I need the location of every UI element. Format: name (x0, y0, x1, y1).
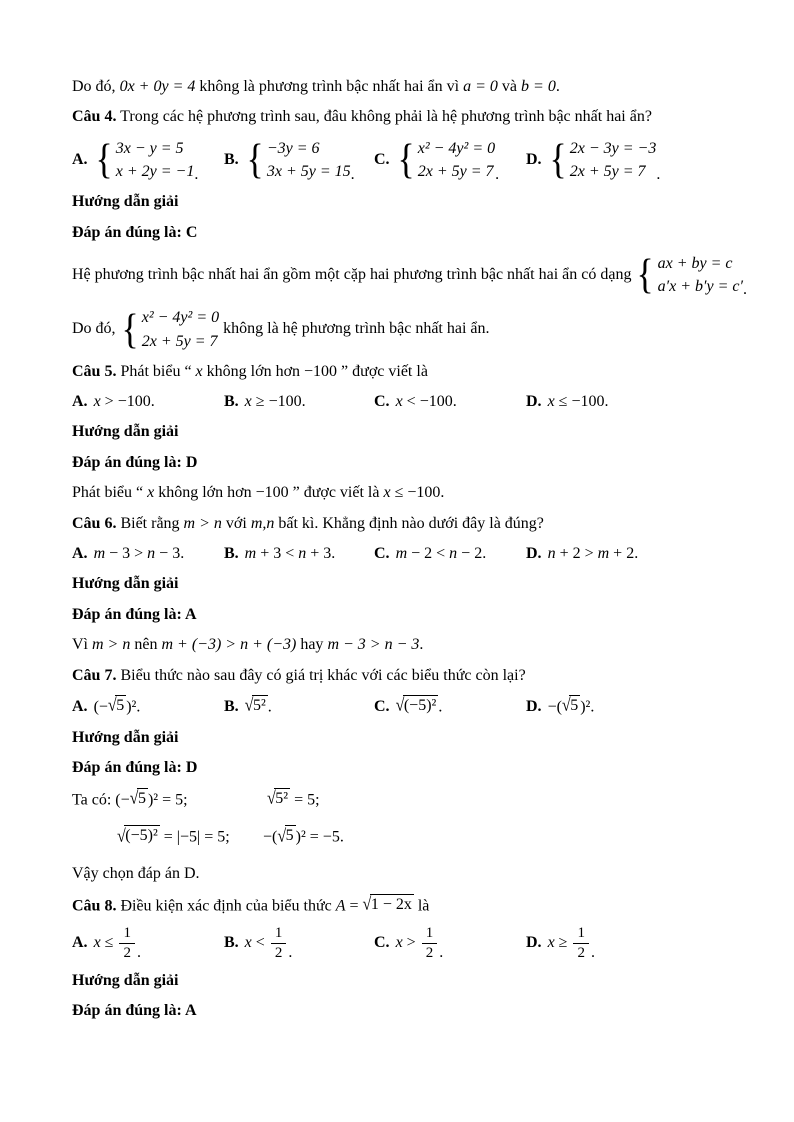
text: không là phương trình bậc nhất hai ẩn vì (195, 78, 464, 95)
period: . (288, 944, 293, 962)
text: (− (93, 698, 108, 716)
equation-system (635, 252, 743, 298)
option-letter: B. (224, 545, 239, 563)
radicand: 5 (116, 696, 125, 714)
square-root (277, 825, 295, 845)
equation: 3x + 5y = 15 (266, 162, 351, 180)
equation-system (396, 137, 496, 183)
denominator: 2 (425, 945, 434, 962)
option-letter: B. (224, 934, 239, 952)
fraction (422, 925, 438, 962)
period: . (656, 165, 661, 183)
equation-system (94, 137, 195, 183)
text: Phát biểu “ (72, 484, 148, 502)
numerator: 1 (119, 925, 135, 944)
answer-line-q7: Đáp án đúng là: D (72, 759, 198, 777)
brace-icon: { (636, 252, 655, 299)
text: )². (126, 698, 141, 716)
text: − 2 < (407, 545, 450, 563)
q4-explanation-1 (72, 252, 756, 298)
text: ≥ −100. (251, 393, 306, 411)
option-5-c (374, 391, 526, 413)
option-letter: D. (526, 150, 542, 168)
question-7-options (72, 695, 756, 719)
question-8-heading (72, 894, 756, 918)
math-expression: n (147, 545, 156, 563)
option-7-a (72, 695, 224, 719)
option-letter: B. (224, 393, 239, 411)
square-root (108, 695, 126, 715)
answer-line-q5: Đáp án đúng là: D (72, 453, 198, 471)
option-4-b (224, 137, 374, 183)
option-8-b (224, 925, 374, 962)
option-5-a (72, 391, 224, 413)
option-4-c (374, 137, 526, 183)
option-5-b (224, 391, 374, 413)
option-4-d (526, 137, 756, 183)
text: − 2. (457, 545, 487, 563)
solution-heading: Hướng dẫn giải (72, 728, 179, 746)
question-8-label: Câu 8. (72, 896, 117, 914)
square-root (117, 825, 160, 845)
math-expression: x (547, 934, 555, 952)
text: . (267, 698, 272, 716)
option-letter: D. (526, 698, 542, 716)
text: < (251, 934, 269, 952)
text: Biết rằng (116, 514, 184, 532)
option-letter: A. (72, 698, 88, 716)
text: . (419, 636, 424, 654)
option-5-d (526, 391, 756, 413)
solution-heading: Hướng dẫn giải (72, 575, 179, 593)
math-expression: x (93, 393, 101, 411)
q7-worked-line-1 (72, 788, 756, 812)
period: . (743, 280, 748, 298)
equation-system (548, 137, 657, 183)
equation-system (120, 306, 220, 352)
math-expression: b = 0 (521, 78, 556, 95)
text: −( (547, 698, 562, 716)
math-expression: n (449, 545, 458, 563)
option-7-d (526, 695, 756, 719)
radical-icon: √ (117, 826, 126, 846)
option-6-b (224, 543, 374, 565)
text: )² = 5; (147, 790, 188, 808)
denominator: 2 (123, 945, 131, 962)
brace-icon: { (246, 136, 264, 183)
option-6-d (526, 543, 756, 565)
square-root (130, 788, 148, 808)
question-4-label: Câu 4. (72, 108, 117, 126)
text: > −100. (100, 393, 155, 411)
option-letter: A. (72, 393, 88, 411)
text: Hệ phương trình bậc nhất hai ẩn gồm một cặp hai phương trình bậc nhất hai ẩn có dạng (72, 265, 636, 283)
question-8-options (72, 925, 756, 962)
math-expression: A (335, 896, 346, 914)
text: ≥ (554, 934, 572, 952)
text: với (221, 514, 251, 532)
question-7-heading (72, 665, 756, 687)
option-letter: B. (224, 698, 239, 716)
radical-icon: √ (395, 696, 405, 716)
equation: 2x + 5y = 7 (417, 162, 494, 180)
text: + 2 > (555, 545, 598, 563)
numerator: 1 (271, 925, 287, 944)
math-expression: x (395, 934, 403, 952)
period: . (439, 944, 444, 962)
option-7-c (374, 695, 526, 719)
math-expression: m,n (250, 514, 275, 532)
solution-heading: Hướng dẫn giải (72, 193, 179, 211)
text: )² = −5. (295, 828, 344, 846)
text: . (555, 78, 560, 95)
text: −( (263, 828, 278, 846)
radicand: 5² (275, 789, 289, 807)
text: ≤ −100. (390, 484, 445, 502)
radicand: (−5)² (403, 696, 437, 714)
question-6-heading (72, 513, 756, 535)
text: ≤ (100, 934, 118, 952)
option-8-a (72, 925, 224, 962)
answer-line-q6: Đáp án đúng là: A (72, 605, 197, 623)
text: − 3. (155, 545, 185, 563)
option-6-a (72, 543, 224, 565)
period: . (495, 165, 500, 183)
question-6-options (72, 543, 756, 565)
math-expression: 0x + 0y = 4 (119, 78, 196, 95)
text: hay (296, 636, 328, 654)
option-letter: D. (526, 393, 542, 411)
math-expression (267, 788, 756, 812)
numerator: 1 (573, 925, 589, 944)
radical-icon: √ (362, 895, 372, 915)
question-5-options (72, 391, 756, 413)
text: = (345, 896, 363, 914)
square-root (363, 894, 414, 914)
question-7-text: Biểu thức nào sau đây có giá trị khác với các biểu thức còn lại? (116, 666, 526, 684)
period: . (350, 165, 355, 183)
option-letter: A. (72, 150, 88, 168)
brace-icon: { (95, 136, 113, 183)
square-root (245, 695, 268, 715)
question-4-options (72, 137, 756, 183)
q7-conclusion: Vậy chọn đáp án D. (72, 865, 200, 883)
equation: x² − 4y² = 0 (417, 139, 496, 157)
option-letter: C. (374, 393, 390, 411)
brace-icon: { (549, 136, 567, 183)
text: )². (580, 698, 595, 716)
period: . (590, 944, 595, 962)
text: không là hệ phương trình bậc nhất hai ẩn. (219, 320, 490, 338)
text: = 5; (290, 790, 320, 808)
equation: 3x − y = 5 (115, 139, 184, 157)
equation: 2x + 5y = 7 (141, 332, 218, 350)
text: không lớn hơn −100 ” được viết là (154, 484, 384, 502)
option-letter: B. (224, 150, 239, 168)
period: . (194, 165, 199, 183)
equation-system (245, 137, 351, 183)
numerator: 1 (422, 925, 438, 944)
text: ≤ −100. (554, 393, 609, 411)
text: Điều kiện xác định của biểu thức (116, 896, 336, 914)
text: . (438, 698, 443, 716)
math-expression: n (547, 545, 556, 563)
option-7-b (224, 695, 374, 719)
square-root (562, 695, 580, 715)
option-letter: C. (374, 545, 390, 563)
math-expression: x (147, 484, 155, 502)
period: . (136, 944, 141, 962)
radicand: 5 (137, 789, 146, 807)
math-expression: m (395, 545, 408, 563)
q5-explanation (72, 482, 756, 504)
radicand: 5 (285, 827, 294, 845)
math-expression (263, 825, 756, 849)
math-expression: n (298, 545, 307, 563)
option-letter: D. (526, 934, 542, 952)
radicand: 1 − 2x (370, 895, 412, 913)
solution-heading: Hướng dẫn giải (72, 971, 179, 989)
math-expression (72, 825, 263, 849)
answer-line-q8: Đáp án đúng là: A (72, 1002, 197, 1020)
radical-icon: √ (107, 696, 117, 716)
math-expression: x (195, 362, 203, 380)
fraction (573, 925, 589, 962)
square-root (396, 695, 439, 715)
option-letter: D. (526, 545, 542, 563)
option-letter: C. (374, 698, 390, 716)
text: Ta có: (− (72, 790, 130, 808)
question-4-heading (72, 106, 756, 128)
math-expression: m > n (183, 514, 222, 532)
question-6-label: Câu 6. (72, 514, 117, 532)
text: Phát biểu “ (116, 362, 196, 380)
question-5-label: Câu 5. (72, 362, 117, 380)
equation: x + 2y = −1 (115, 162, 195, 180)
option-letter: C. (374, 934, 390, 952)
math-expression: x (547, 393, 555, 411)
option-4-a (72, 137, 224, 183)
brace-icon: { (397, 136, 415, 183)
text: bất kì. Khẳng định nào dưới đây là đúng? (274, 514, 544, 532)
radicand: 5² (252, 696, 266, 714)
radical-icon: √ (561, 696, 571, 716)
fraction (119, 925, 135, 962)
option-letter: A. (72, 934, 88, 952)
radical-icon: √ (267, 789, 276, 809)
text: − 3 > (105, 545, 148, 563)
denominator: 2 (274, 945, 283, 962)
solution-heading: Hướng dẫn giải (72, 423, 179, 441)
equation: −3y = 6 (266, 139, 320, 157)
math-expression: x (244, 934, 252, 952)
math-expression: m (244, 545, 257, 563)
math-expression: m (93, 545, 106, 563)
answer-line-q4: Đáp án đúng là: C (72, 223, 198, 241)
option-8-d (526, 925, 756, 962)
option-letter: A. (72, 545, 88, 563)
equation: 2x + 5y = 7 (569, 162, 646, 180)
equation: 2x − 3y = −3 (569, 139, 657, 157)
intro-paragraph (72, 76, 756, 98)
math-expression: m + (−3) > n + (−3) (161, 636, 297, 654)
math-expression (72, 788, 267, 812)
radicand: (−5)² (125, 827, 158, 845)
fraction (271, 925, 287, 962)
question-5-heading (72, 361, 756, 383)
text: + 3. (306, 545, 336, 563)
text: + 3 < (256, 545, 299, 563)
math-expression: a = 0 (463, 78, 498, 95)
equation: ax + by = c (657, 254, 733, 272)
math-expression: x (244, 393, 252, 411)
math-expression: m > n (92, 636, 131, 654)
radical-icon: √ (244, 696, 254, 716)
equation: a′x + b′y = c′ (657, 278, 744, 296)
text: < −100. (402, 393, 457, 411)
text: là (413, 896, 430, 914)
radical-icon: √ (129, 789, 139, 809)
math-expression: m − 3 > n − 3 (327, 636, 420, 654)
text: > (402, 934, 420, 952)
option-6-c (374, 543, 526, 565)
text: không lớn hơn −100 ” được viết là (202, 362, 428, 380)
math-expression: x (395, 393, 403, 411)
text: + 2. (609, 545, 639, 563)
question-4-text: Trong các hệ phương trình sau, đâu không phải là hệ phương trình bậc nhất hai ẩn? (116, 108, 652, 126)
math-expression: x (383, 484, 391, 502)
radical-icon: √ (277, 826, 287, 846)
text: = |−5| = 5; (159, 828, 230, 846)
square-root (267, 788, 290, 808)
text: và (497, 78, 522, 95)
question-7-label: Câu 7. (72, 666, 117, 684)
q7-worked-line-2 (72, 825, 756, 849)
math-expression: x (93, 934, 101, 952)
brace-icon: { (121, 306, 139, 353)
equation: x² − 4y² = 0 (141, 309, 220, 327)
text: Do đó, (72, 320, 120, 338)
text: Vì (72, 636, 92, 654)
radicand: 5 (570, 696, 579, 714)
q4-explanation-2 (72, 306, 756, 352)
math-expression: m (597, 545, 610, 563)
denominator: 2 (577, 945, 585, 962)
q6-explanation (72, 634, 756, 656)
text: nên (130, 636, 162, 654)
option-letter: C. (374, 150, 390, 168)
option-8-c (374, 925, 526, 962)
text: Do đó, (72, 78, 120, 95)
